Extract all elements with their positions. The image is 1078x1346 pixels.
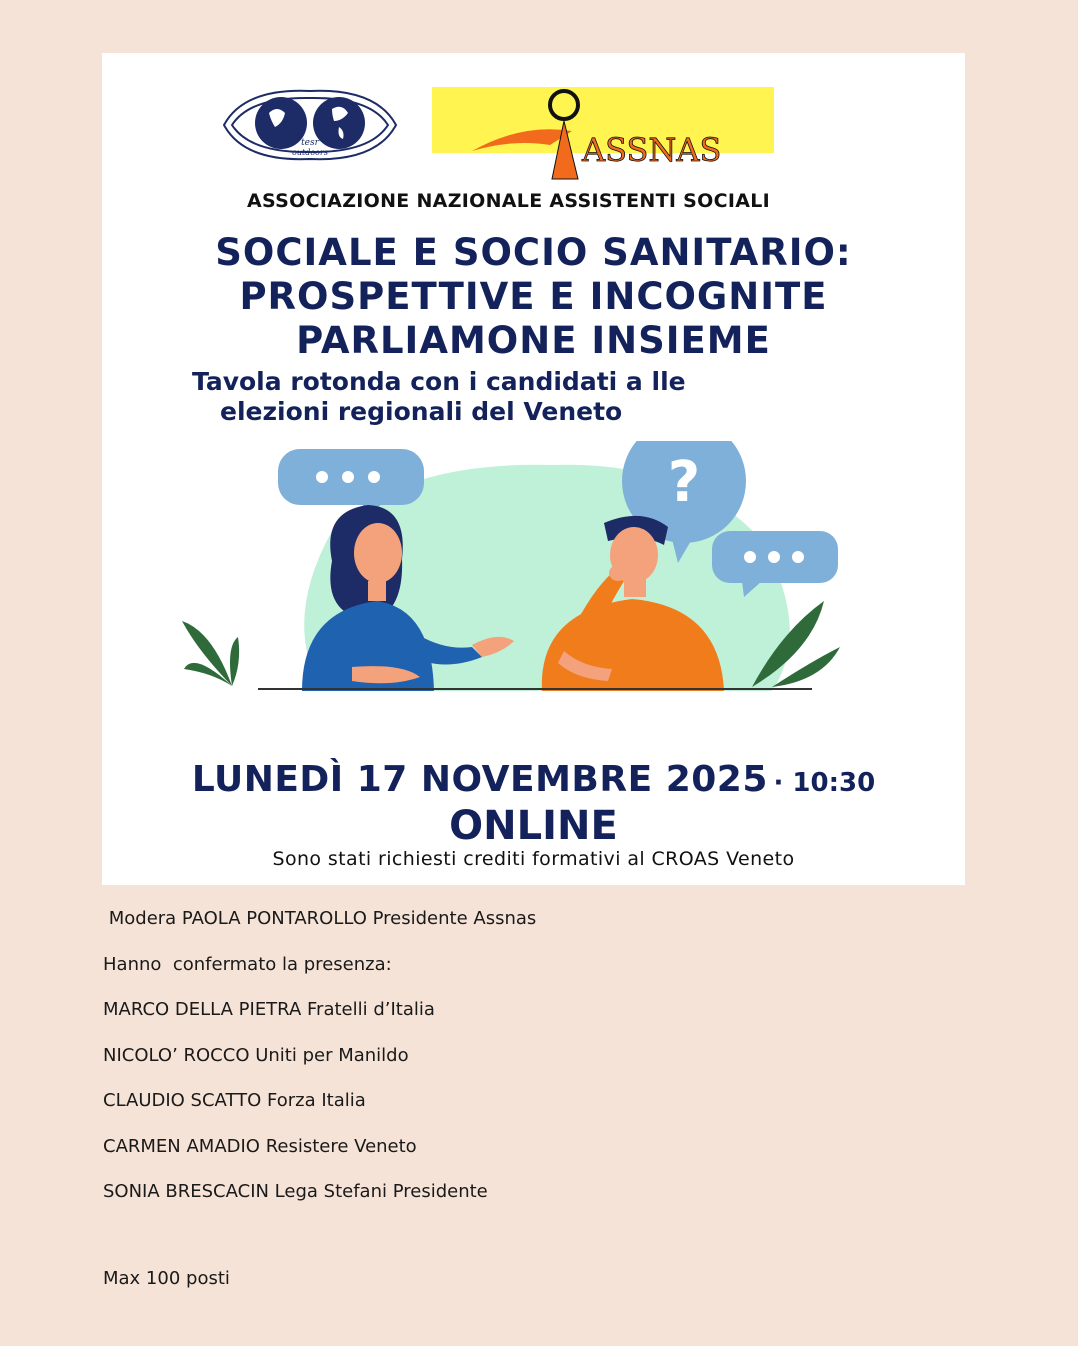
association-name: ASSOCIAZIONE NAZIONALE ASSISTENTI SOCIALI (247, 190, 770, 212)
participant-item: SONIA BRESCACIN Lega Stefani Presidente (103, 1181, 488, 1202)
event-mode: ONLINE (449, 803, 618, 849)
svg-text:?: ? (667, 450, 701, 515)
headline (102, 231, 965, 363)
headline-line-3: PARLIAMONE INSIEME (296, 319, 771, 362)
headline-line-1: SOCIALE E SOCIO SANITARIO: (215, 231, 852, 274)
participant-item: MARCO DELLA PIETRA Fratelli d’Italia (103, 999, 435, 1020)
moderator-line: Modera PAOLA PONTAROLLO Presidente Assnas (103, 908, 537, 929)
subheadline-line-1: Tavola rotonda con i candidati a lle (192, 367, 686, 396)
globe-logo-text-2: outdoors (292, 148, 328, 157)
event-date-line (102, 759, 965, 800)
globe-logo (214, 83, 406, 167)
logos-row (102, 53, 965, 193)
event-time: · 10:30 (773, 768, 876, 798)
seats-limit: Max 100 posti (103, 1268, 230, 1289)
confirmed-heading: Hanno confermato la presenza: (103, 953, 392, 975)
event-details (103, 906, 1003, 1225)
globe-logo-text-1: tesr (301, 138, 319, 148)
assnas-logo-text: ASSNAS (582, 131, 722, 169)
event-date: LUNEDÌ 17 NOVEMBRE 2025 (191, 759, 768, 800)
participant-item: NICOLO’ ROCCO Uniti per Manildo (103, 1044, 409, 1066)
participant-item: CLAUDIO SCATTO Forza Italia (103, 1090, 366, 1111)
headline-line-2: PROSPETTIVE E INCOGNITE (239, 275, 828, 318)
participant-item: CARMEN AMADIO Resistere Veneto (103, 1135, 417, 1157)
subheadline-line-2: elezioni regionali del Veneto (220, 397, 623, 426)
event-poster (102, 53, 965, 885)
subheadline (192, 367, 912, 427)
conversation-illustration (172, 441, 872, 701)
leaf-icon (182, 621, 239, 686)
assnas-logo (432, 87, 774, 185)
credits-note: Sono stati richiesti crediti formativi al CROAS Veneto (272, 848, 795, 870)
